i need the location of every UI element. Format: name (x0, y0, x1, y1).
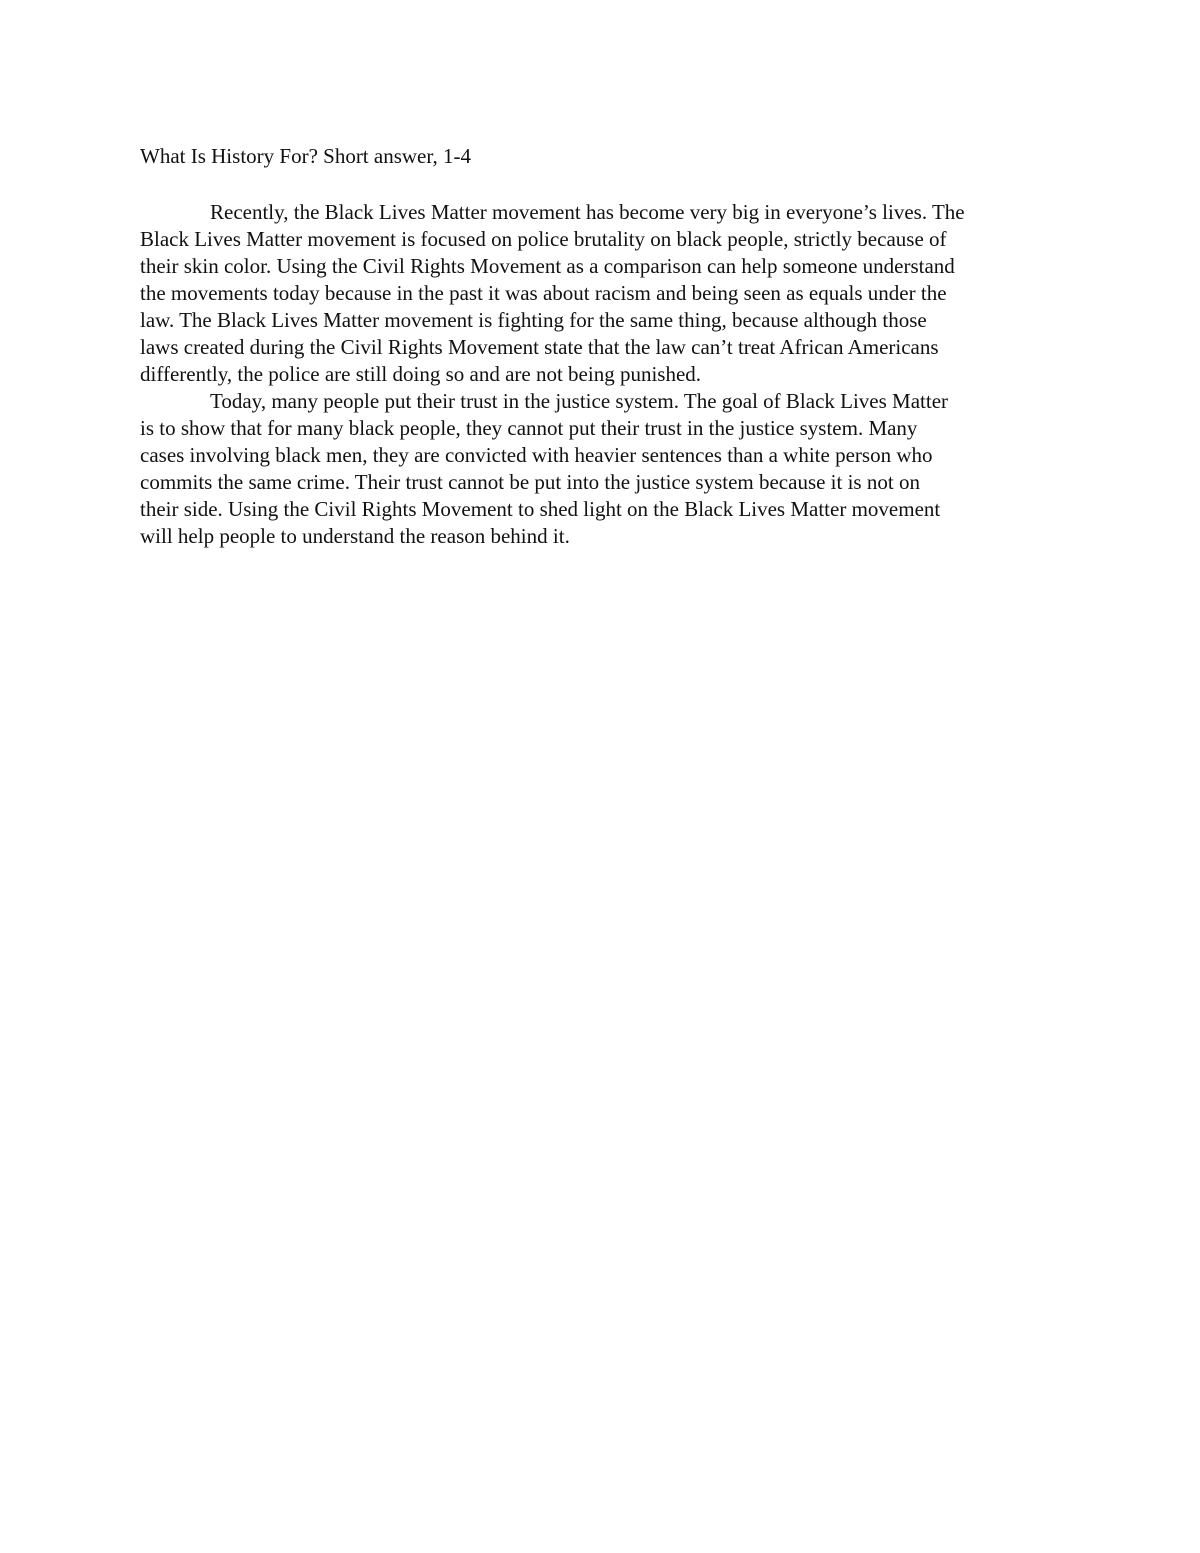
paragraph-line: Today, many people put their trust in the justice system. The goal of Black Lives Matter (210, 389, 949, 413)
paragraph-line: differently, the police are still doing so and are not being punished. (140, 362, 702, 386)
paragraph-line: laws created during the Civil Rights Movement state that the law can’t treat African Americans (140, 335, 939, 359)
paragraph-2 (140, 388, 1060, 550)
paragraph-1 (140, 199, 1060, 388)
paragraph-line: cases involving black men, they are convicted with heavier sentences than a white person who (140, 443, 933, 467)
paragraph-line: the movements today because in the past it was about racism and being seen as equals under the (140, 281, 947, 305)
paragraph-line: is to show that for many black people, they cannot put their trust in the justice system. Many (140, 416, 918, 440)
paragraph-line: Black Lives Matter movement is focused on police brutality on black people, strictly because of (140, 227, 947, 251)
paragraph-line: Recently, the Black Lives Matter movement has become very big in everyone’s lives. The (210, 200, 965, 224)
paragraph-line: law. The Black Lives Matter movement is fighting for the same thing, because although those (140, 308, 927, 332)
paragraph-line: their side. Using the Civil Rights Movement to shed light on the Black Lives Matter movement (140, 497, 941, 521)
document-title: What Is History For? Short answer, 1-4 (140, 144, 472, 168)
document-body (140, 143, 1060, 550)
paragraph-line: commits the same crime. Their trust cannot be put into the justice system because it is not on (140, 470, 920, 494)
paragraph-line: their skin color. Using the Civil Rights Movement as a comparison can help someone understand (140, 254, 955, 278)
spacer (140, 169, 1060, 199)
paragraph-line: will help people to understand the reason behind it. (140, 524, 570, 548)
